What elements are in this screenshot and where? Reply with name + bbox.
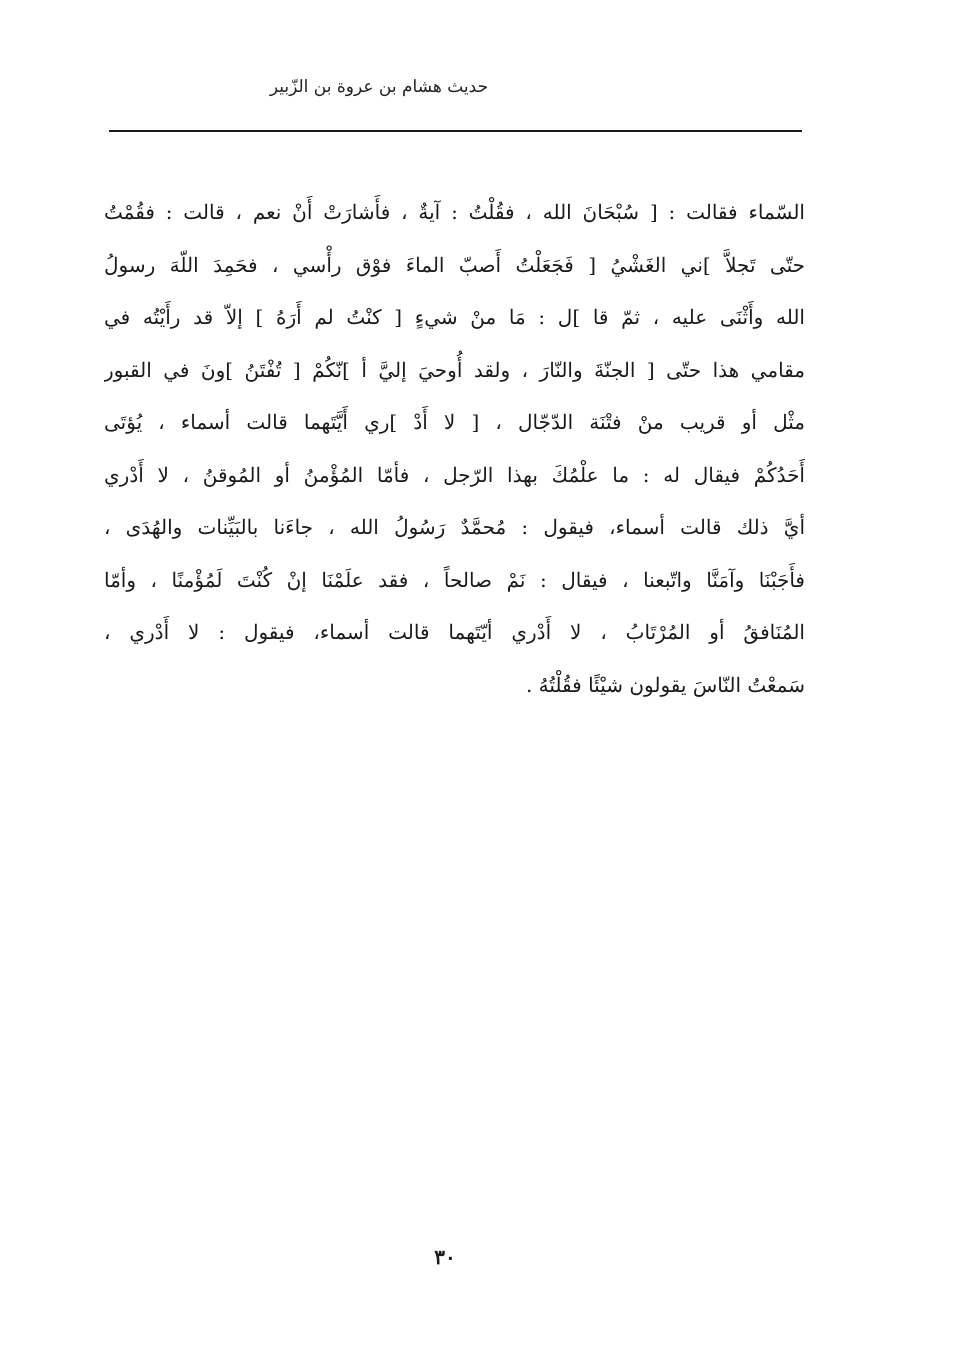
text-line: أيَّ ذلك قالت أسماء، فيقول : مُحمَّدٌ رَسُولُ الله ، جاءَنا بالبَيِّنات والهُدَى ،: [104, 515, 805, 539]
body-text: [104, 186, 805, 711]
text-line: فأَجَبْنَا وآمَنَّا واتّبعنا ، فيقال : نَمْ صالحاً ، فقد علَمْنَا إنْ كُنْتَ لَمُؤْمنًا ، وأمّا: [104, 567, 805, 592]
page-number: ٣٠: [434, 1245, 456, 1269]
text-line-last: سَمعْتُ النّاسَ يقولون شيْئًا فقُلْتُهُ .: [525, 672, 805, 697]
header-rule: [109, 130, 802, 132]
text-line: أَحَدُكُمْ فيقال له : ما علْمُكَ بهذا الرّجل ، فأمّا المُؤْمنُ أو المُوقنُ ، لا أَدْري: [104, 462, 805, 487]
text-line: مثْل أو قريب منْ فتْنَة الدّجّال ، [ لا أَدْ ]ري أَيَّتَهما قالت أسماء ، يُؤتَى: [104, 410, 805, 434]
text-line: السّماء فقالت : [ سُبْحَانَ الله ، فقُلْتُ : آيةٌ ، فأَشارَتْ أَنْ نعم ، قالت : فقُمْتُ: [104, 200, 805, 224]
text-line: الله وأَثْنَى عليه ، ثمّ قا ]ل : مَا منْ شيءٍ [ كنْتُ لم أَرَهُ ] إلاّ قد رأَيْتُه في: [104, 305, 805, 329]
text-line: المُنَافقُ أو المُرْتَابُ ، لا أَدْري أيّتَهما قالت أسماء، فيقول : لا أَدْري ،: [104, 620, 805, 644]
text-line: حتّى تَجلاَّ ]ني الغَشْيُ [ فَجَعَلْتُ أَصبّ الماءَ فوْق رأْسي ، فحَمِدَ اللّهَ رسولُ: [104, 252, 805, 277]
running-head-title: حديث هشام بن عروة بن الزّبير: [269, 77, 489, 97]
text-line: مقامي هذا حتّى [ الجنّةَ والنّارَ ، ولقد أُوحيَ إليَّ أ ]نّكُمْ [ تُفْتَنُ ]ونَ في القبور: [104, 357, 805, 382]
